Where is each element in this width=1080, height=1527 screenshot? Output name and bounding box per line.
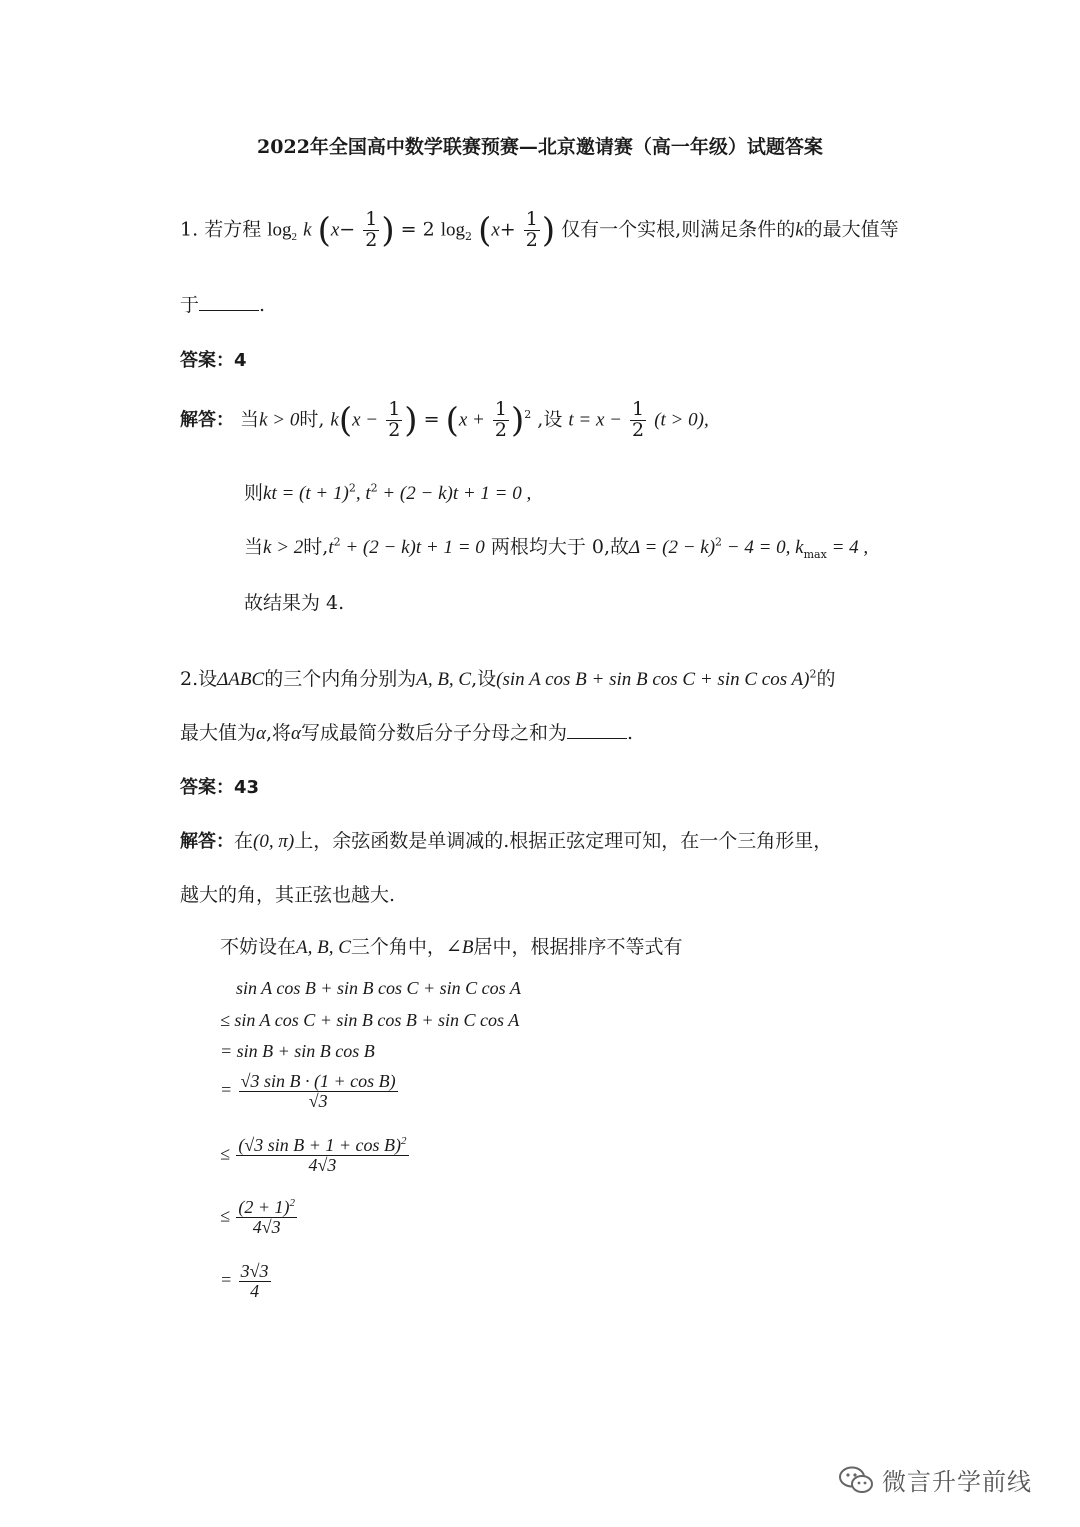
solution-1-line-3: 当k > 2时$,t^2 + (2 - k)t + 1 = 0$ 两根均大于 0,故$\Delta = (2 - k)^2 - 4 = 0$, $k_{max} = 4$ , [244,535,869,561]
solution-2-line-2: 越大的角，其正弦也越大. [180,884,396,906]
question-1-line-2: 于 . [180,294,266,316]
answer-blank [199,292,259,311]
answer-blank [567,720,627,739]
derivation-line-4: = $\frac{\text{√3 sin B · (1 + cos B)}}{√3}$ [220,1071,396,1111]
page-title: 2022年全国高中数学联赛预赛—北京邀请赛（高一年级）试题答案 [257,136,823,158]
question-2-line-1: 2.设ΔABC的三个内角分别为A, B, C,设(sin A cos B + sin B cos C + sin C cos A)$^2$的 [180,667,836,690]
derivation-line-3: = sin B + sin B cos B [220,1041,375,1061]
watermark: 微言升学前线 [838,1462,1032,1497]
question-1-line-1: 1. 若方程 $\log_2 k$ (x− $\frac{1}{2}$ ) = 2 $\log_2 (x+$ $\frac{1}{2}$ ) 仅有一个实根,则满足条件的k的最大值等 [180,208,899,251]
fraction-half: $\frac{1}{2}$ [365,208,378,251]
solution-2-line-1: 解答：在(0, π)上，余弦函数是单调减的.根据正弦定理可知，在一个三角形里， [180,830,833,852]
derivation-line-1: sin A cos B + sin B cos C + sin C cos A [236,978,521,998]
fraction-half: $\frac{1}{2}$ [525,208,538,251]
solution-1-line-4: 故结果为 4. [244,592,345,614]
answer-1: 答案：4 [180,350,247,371]
question-2-line-2: 最大值为α,将α写成最简分数后分子分母之和为 . [180,722,634,744]
derivation-line-5: ≤ $\frac{(√3 \sin B + 1 + \cos B)^2}{4√3}$ [220,1135,407,1175]
wechat-icon [838,1465,874,1495]
derivation-line-7: = $\frac{3√3}{4}$ [220,1261,269,1301]
solution-2-line-3: 不妨设在A, B, C三个角中，∠B居中，根据排序不等式有 [220,936,683,958]
derivation-line-2: ≤ sin A cos C + sin B cos B + sin C cos A [220,1010,520,1030]
answer-2: 答案：43 [180,777,260,798]
solution-1-line-2: 则kt = $(t + 1)^2$, $t^2 + (2 - k)t + 1 = 0$ , [244,481,532,504]
derivation-line-6: ≤ $\frac{(2 + 1)^2}{4√3}$ [220,1197,296,1237]
solution-1-line-1: 解答： 当k > 0时, k(x − $\frac{1}{2}$ ) = (x + $\frac{1}{2}$ )$^2$ ,设 t = x − $\frac{1}{2}$ (t > 0), [180,398,709,441]
